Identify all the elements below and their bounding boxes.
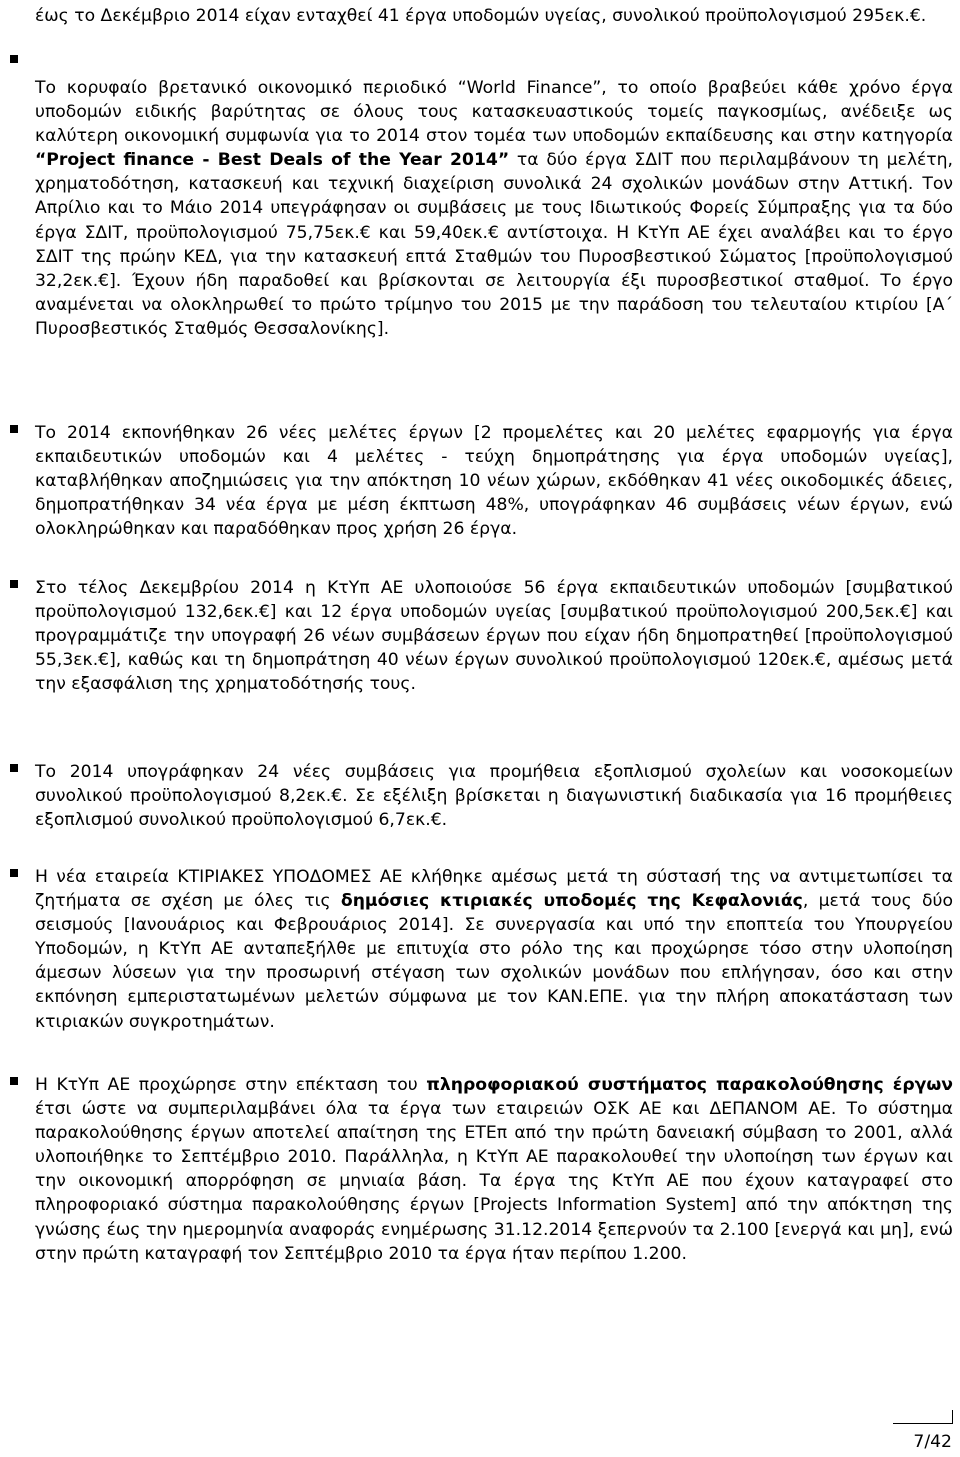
page-number: 7/42 — [913, 1432, 952, 1452]
footer-divider — [893, 1423, 953, 1424]
bullet-paragraph-3 — [35, 576, 953, 696]
bullet-5-text-a: Η νέα εταιρεία ΚΤΙΡΙΑΚΕΣ ΥΠΟΔΟΜΕΣ ΑΕ κλήθηκε αμέσως μετά τη σύστασή της να αντιμετωπίσει τα ζητήματα σε σχέση με όλες τις — [35, 867, 953, 912]
bullet-5-text-b: , μετά τους δύο σεισμούς [Ιανουάριος και Φεβρουάριος 2014]. Σε συνεργασία και υπό την εποπτεία του Υπουργείου Υποδομών, η ΚτΥπ ΑΕ ανταπεξήλθε με επιτυχία στο ρόλο της και προχώρησε τόσο στην υλοποίηση άμεσων λύσεων για την προσωρινή στέγαση των σχολικών μονάδων που επλήγησαν, όσο και στην εκπόνηση εμπεριστατωμένων μελετών σύμφωνα με τον ΚΑΝ.ΕΠΕ. για την πλήρη αποκατάσταση των κτιριακών συγκροτημάτων. — [35, 891, 953, 1032]
bullet-6-bold: πληροφοριακού συστήματος παρακολούθησης έργων — [426, 1075, 953, 1095]
bullet-1-bold: “Project finance - Best Deals of the Year 2014” — [35, 150, 510, 171]
bullet-4-text: Το 2014 υπογράφηκαν 24 νέες συμβάσεις για προμήθεια εξοπλισμού σχολείων και νοσοκομείων συνολικού προϋπολογισμού 8,2εκ.€. Σε εξέλιξη βρίσκεται η διαγωνιστική διαδικασία για 16 προμήθειες εξοπλισμού συνολικού προϋπολογισμού 6,7εκ.€. — [35, 762, 953, 831]
bullet-marker-icon — [10, 425, 18, 433]
bullet-paragraph-1 — [35, 76, 953, 341]
bullet-1-text-b: τα δύο έργα ΣΔΙΤ που περιλαμβάνουν τη μελέτη, χρηματοδότηση, κατασκευή και τεχνική διαχείριση συνολικά 24 σχολικών μονάδων στην Αττική. Τον Απρίλιο και το Μάιο 2014 υπεγράφησαν οι συμβάσεις με τους Ιδιωτικούς Φορείς Σύμπραξης για τα δύο έργα ΣΔΙΤ, προϋπολογισμού 75,75εκ.€ και 59,40εκ.€ αντίστοιχα. Η ΚτΥπ ΑΕ έχει αναλάβει και το έργο ΣΔΙΤ της πρώην ΚΕΔ, για την κατασκευή επτά Σταθμών του Πυροσβεστικού Σώματος [προϋπολογισμού 32,2εκ.€]. Έχουν ήδη παραδοθεί και βρίσκονται σε λειτουργία έξι πυροσβεστικοί σταθμοί. Το έργο αναμένεται να ολοκληρωθεί το πρώτο τρίμηνο του 2015 με την παράδοση του τελευταίου κτιρίου [Α΄ Πυροσβεστικός Σταθμός Θεσσαλονίκης]. — [35, 150, 953, 339]
bullet-marker-icon — [10, 764, 18, 772]
bullet-marker-icon — [10, 580, 18, 588]
bullet-6-text-a: Η ΚτΥπ ΑΕ προχώρησε στην επέκταση του — [35, 1075, 427, 1095]
bullet-1-text-a: Το κορυφαίο βρετανικό οικονομικό περιοδικό “World Finance”, το οποίο βραβεύει κάθε χρόνο έργα υποδομών ειδικής βαρύτητας σε όλους τους κατασκευαστικούς τομείς παγκοσμίως, ανέδειξε ως καλύτερη οικονομική συμφωνία για το 2014 στον τομέα των υποδομών εκπαίδευσης και στην κατηγορία — [35, 78, 953, 147]
bullet-2-text: Το 2014 εκπονήθηκαν 26 νέες μελέτες έργων [2 προμελέτες και 20 μελέτες εφαρμογής για έργα εκπαιδευτικών υποδομών και 4 μελέτες - τεύχη δημοπράτησης για έργα υποδομών υγείας], καταβλήθηκαν αποζημιώσεις για την απόκτηση 10 νέων χώρων, εκδόθηκαν 41 νέες οικοδομικές άδειες, δημοπρατήθηκαν 34 νέα έργα με μέση έκπτωση 48%, υπογράφηκαν 46 συμβάσεις νέων έργων, ενώ ολοκληρώθηκαν και παραδόθηκαν προς χρήση 26 έργα. — [35, 423, 953, 540]
bullet-paragraph-2 — [35, 421, 953, 541]
bullet-marker-icon — [10, 1077, 18, 1085]
bullet-5-bold: δημόσιες κτιριακές υποδομές της Κεφαλονιάς — [340, 891, 803, 912]
lead-paragraph: έως το Δεκέμβριο 2014 είχαν ενταχθεί 41 έργα υποδομών υγείας, συνολικού προϋπολογισμού 295εκ.€. — [35, 6, 927, 26]
bullet-marker-icon — [10, 55, 18, 63]
bullet-paragraph-5 — [35, 865, 953, 1034]
bullet-3-text: Στο τέλος Δεκεμβρίου 2014 η ΚτΥπ ΑΕ υλοποιούσε 56 έργα εκπαιδευτικών υποδομών [συμβατικού προϋπολογισμού 132,6εκ.€] και 12 έργα υποδομών υγείας [συμβατικού προϋπολογισμού 200,5εκ.€] και προγραμμάτιζε την υπογραφή 26 νέων συμβάσεων έργων που είχαν ήδη δημοπρατηθεί [προϋπολογισμού 55,3εκ.€], καθώς και τη δημοπράτηση 40 νέων έργων συνολικού προϋπολογισμού 120εκ.€, αμέσως μετά την εξασφάλιση της χρηματοδότησής τους. — [35, 578, 953, 695]
bullet-paragraph-4 — [35, 760, 953, 832]
bullet-paragraph-6 — [35, 1073, 953, 1266]
bullet-marker-icon — [10, 869, 18, 877]
bullet-6-text-b: έτσι ώστε να συμπεριλαμβάνει όλα τα έργα των εταιρειών ΟΣΚ ΑΕ και ΔΕΠΑΝΟΜ ΑΕ. Το σύστημα παρακολούθησης έργων αποτελεί απαίτηση της ΕΤΕπ από την πρώτη δανειακή σύμβαση το 2001, αλλά υλοποιήθηκε το Σεπτέμβριο 2010. Παράλληλα, η ΚτΥπ ΑΕ παρακολουθεί την υλοποίηση των έργων και την οικονομική απορρόφηση σε μηνιαία βάση. Τα έργα της ΚτΥπ ΑΕ που έχουν καταγραφεί στο πληροφοριακό σύστημα παρακολούθησης έργων [Projects Information System] από την απόκτηση της γνώσης έως την ημερομηνία αναφοράς ενημέρωσης 31.12.2014 ξεπερνούν τα 2.100 [ενεργά και μη], ενώ στην πρώτη καταγραφή τον Σεπτέμβριο 2010 τα έργα ήταν περίπου 1.200. — [35, 1099, 953, 1264]
footer-divider-vertical — [952, 1410, 953, 1424]
